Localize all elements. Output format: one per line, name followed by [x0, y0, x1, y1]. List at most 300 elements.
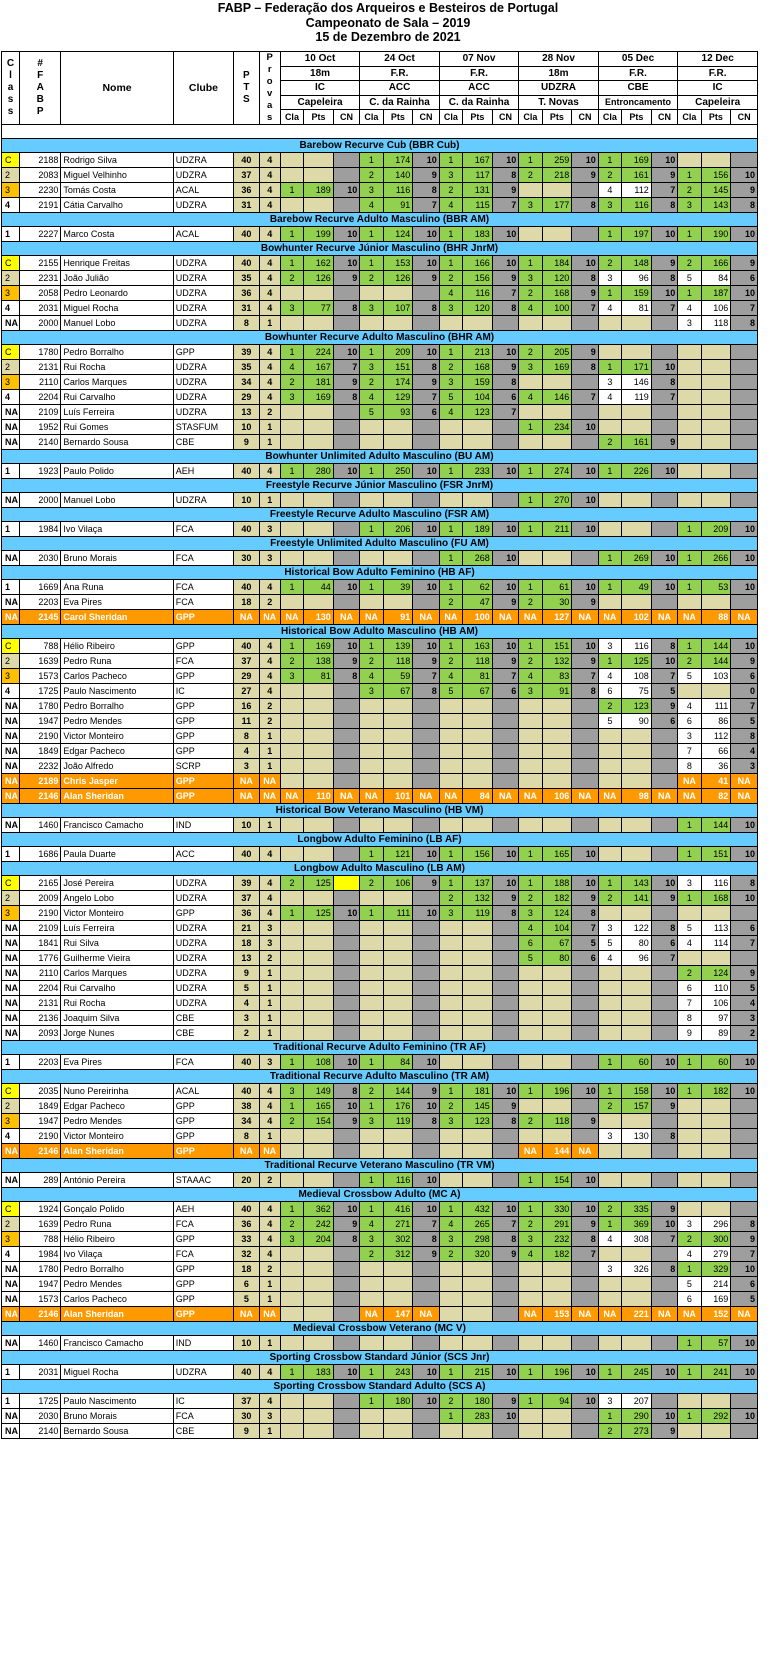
- meet-score: 116: [383, 1173, 413, 1188]
- meet-cn: 6: [413, 405, 440, 420]
- meet-rank: 1: [598, 654, 621, 669]
- meet-score: [463, 316, 493, 331]
- meet-score: [622, 316, 652, 331]
- meet-rank: [598, 1144, 621, 1159]
- club: GPP: [173, 1129, 233, 1144]
- meet-cn: 9: [413, 168, 440, 183]
- meet-cn: [731, 1144, 758, 1159]
- meet-score: 108: [622, 669, 652, 684]
- meet-score: 101: [383, 789, 413, 804]
- meet-score: 108: [304, 1055, 334, 1070]
- section-title: Sporting Crossbow Standard Adulto (SCS A): [2, 1380, 758, 1394]
- meet-cn: 8: [731, 729, 758, 744]
- classification: NA: [2, 729, 20, 744]
- meet-score: [304, 684, 334, 699]
- meet-score: 163: [463, 639, 493, 654]
- meet-score: [622, 759, 652, 774]
- meet-score: [304, 168, 334, 183]
- athlete-name: Hélio Ribeiro: [61, 1232, 173, 1247]
- meet-cn: 2: [731, 1026, 758, 1041]
- meet-score: [304, 522, 334, 537]
- meet-cn: [572, 699, 599, 714]
- meet-score: [701, 1129, 731, 1144]
- meet-rank: 2: [280, 1217, 303, 1232]
- meet-score: 89: [701, 1026, 731, 1041]
- total-points: NA: [234, 1144, 259, 1159]
- meet-score: [304, 891, 334, 906]
- meet-cn: [333, 1409, 360, 1424]
- meet-distance: 18m: [519, 66, 599, 81]
- meet-rank: [598, 906, 621, 921]
- meet-rank: [439, 1336, 462, 1351]
- meet-score: 184: [542, 256, 572, 271]
- athlete-name: Alan Sheridan: [61, 1144, 173, 1159]
- meet-cn: 7: [492, 405, 519, 420]
- meet-cn: 10: [731, 891, 758, 906]
- meet-rank: 5: [360, 405, 383, 420]
- meet-score: 156: [463, 847, 493, 862]
- meet-score: 266: [701, 551, 731, 566]
- meet-score: 174: [383, 153, 413, 168]
- meet-rank: 1: [280, 1099, 303, 1114]
- meet-score: [463, 996, 493, 1011]
- meet-cn: 9: [572, 168, 599, 183]
- meet-cn: [651, 1292, 678, 1307]
- result-row: [2, 316, 758, 331]
- meet-score: 233: [463, 464, 493, 479]
- meet-rank: 4: [678, 936, 701, 951]
- meet-rank: [280, 551, 303, 566]
- total-points: 21: [234, 921, 259, 936]
- fabp-number: 2030: [20, 1409, 61, 1424]
- meet-score: [383, 921, 413, 936]
- meet-cn: 10: [492, 639, 519, 654]
- meet-rank: [280, 493, 303, 508]
- club: GPP: [173, 699, 233, 714]
- meet-rank: 2: [439, 1394, 462, 1409]
- meet-rank: [280, 1247, 303, 1262]
- meet-rank: [678, 1114, 701, 1129]
- events-count: 4: [259, 390, 280, 405]
- events-count: 1: [259, 1336, 280, 1351]
- club: UDZRA: [173, 966, 233, 981]
- result-row: [2, 951, 758, 966]
- meet-score: [304, 420, 334, 435]
- meet-rank: 3: [439, 906, 462, 921]
- meet-cn: [651, 729, 678, 744]
- meet-score: 154: [304, 1114, 334, 1129]
- meet-cn: 9: [731, 966, 758, 981]
- meet-score: [383, 729, 413, 744]
- meet-rank: 1: [519, 639, 542, 654]
- meet-cn: [731, 360, 758, 375]
- meet-rank: [678, 390, 701, 405]
- athlete-name: Ivo Vilaça: [61, 522, 173, 537]
- meet-cn: [333, 1424, 360, 1439]
- total-points: 34: [234, 375, 259, 390]
- athlete-name: Bernardo Sousa: [61, 435, 173, 450]
- meet-rank: 2: [598, 699, 621, 714]
- meet-score: [304, 405, 334, 420]
- section-title: Barebow Recurve Adulto Masculino (BBR AM): [2, 213, 758, 227]
- meet-score: 44: [304, 580, 334, 595]
- meet-cn: 9: [731, 1232, 758, 1247]
- meet-cn: [651, 345, 678, 360]
- meet-score: 98: [622, 789, 652, 804]
- meet-place: C. da Rainha: [439, 95, 519, 110]
- section-header: [2, 862, 758, 876]
- meet-rank: 5: [519, 951, 542, 966]
- meet-cn: 10: [492, 345, 519, 360]
- events-count: 4: [259, 1217, 280, 1232]
- athlete-name: Marco Costa: [61, 227, 173, 242]
- meet-rank: [280, 1394, 303, 1409]
- meet-score: [383, 1424, 413, 1439]
- section-header: [2, 804, 758, 818]
- meet-cn: [413, 966, 440, 981]
- meet-rank: [360, 493, 383, 508]
- classification: NA: [2, 966, 20, 981]
- total-points: 27: [234, 684, 259, 699]
- meet-score: [463, 936, 493, 951]
- meet-cn: [333, 198, 360, 213]
- meet-cn: 8: [731, 198, 758, 213]
- result-row: [2, 936, 758, 951]
- fabp-number: 2031: [20, 301, 61, 316]
- meet-rank: [360, 551, 383, 566]
- meet-rank: 5: [439, 390, 462, 405]
- classification: NA: [2, 405, 20, 420]
- meet-rank: 4: [360, 198, 383, 213]
- meet-cn: 10: [572, 1394, 599, 1409]
- section-title: Bowhunter Recurve Adulto Masculino (BHR AM): [2, 331, 758, 345]
- meet-rank: 8: [678, 759, 701, 774]
- classification: 4: [2, 1129, 20, 1144]
- events-count: 4: [259, 580, 280, 595]
- classification: C: [2, 256, 20, 271]
- total-points: 37: [234, 891, 259, 906]
- meet-score: 119: [463, 906, 493, 921]
- meet-cn: [731, 435, 758, 450]
- athlete-name: Bruno Morais: [61, 1409, 173, 1424]
- meet-score: 152: [701, 1307, 731, 1322]
- total-points: 10: [234, 420, 259, 435]
- meet-rank: 1: [519, 847, 542, 862]
- meet-cn: 8: [572, 906, 599, 921]
- meet-cn: [651, 996, 678, 1011]
- club: FCA: [173, 595, 233, 610]
- result-row: [2, 183, 758, 198]
- meet-score: 226: [622, 464, 652, 479]
- meet-cn: 10: [492, 847, 519, 862]
- meet-score: 182: [701, 1084, 731, 1099]
- result-row: [2, 1099, 758, 1114]
- meet-rank: 1: [519, 493, 542, 508]
- meet-rank: 2: [598, 1424, 621, 1439]
- athlete-name: Rui Silva: [61, 936, 173, 951]
- athlete-name: Francisco Camacho: [61, 818, 173, 833]
- meet-cn: NA: [572, 610, 599, 625]
- meet-score: 119: [622, 390, 652, 405]
- meet-rank: 3: [678, 316, 701, 331]
- result-row: [2, 966, 758, 981]
- meet-rank: 2: [678, 1232, 701, 1247]
- meet-cn: [651, 906, 678, 921]
- meet-rank: 4: [598, 390, 621, 405]
- meet-score: 330: [542, 1202, 572, 1217]
- meet-cn: [333, 1173, 360, 1188]
- athlete-name: Pedro Mendes: [61, 1277, 173, 1292]
- meet-cn: [413, 1336, 440, 1351]
- meet-rank: [439, 1292, 462, 1307]
- meet-cn: [333, 951, 360, 966]
- events-count: 4: [259, 183, 280, 198]
- meet-score: [701, 951, 731, 966]
- meet-cn: 10: [413, 464, 440, 479]
- meet-cn: [413, 286, 440, 301]
- events-count: 1: [259, 435, 280, 450]
- meet-rank: [280, 1409, 303, 1424]
- club: IC: [173, 684, 233, 699]
- meet-rank: 2: [439, 891, 462, 906]
- meet-rank: 1: [598, 1217, 621, 1232]
- meet-cn: [572, 1011, 599, 1026]
- meet-rank: NA: [439, 789, 462, 804]
- meet-rank: 5: [439, 684, 462, 699]
- meet-score: 151: [701, 847, 731, 862]
- events-count: 1: [259, 818, 280, 833]
- meet-cn: [333, 1307, 360, 1322]
- classification: C: [2, 1084, 20, 1099]
- meet-cn: 10: [492, 551, 519, 566]
- classification: NA: [2, 435, 20, 450]
- meet-score: 57: [701, 1336, 731, 1351]
- club: ACC: [173, 847, 233, 862]
- meet-score: [304, 198, 334, 213]
- meet-score: [383, 1026, 413, 1041]
- athlete-name: Victor Monteiro: [61, 1129, 173, 1144]
- meet-rank: [360, 699, 383, 714]
- meet-cn: 3: [731, 1011, 758, 1026]
- meet-score: [463, 1336, 493, 1351]
- fabp-number: 289: [20, 1173, 61, 1188]
- meet-rank: [678, 1394, 701, 1409]
- meet-rank: [439, 1424, 462, 1439]
- fabp-number: 1573: [20, 669, 61, 684]
- meet-cn: 9: [413, 375, 440, 390]
- meet-score: 41: [701, 774, 731, 789]
- meet-cn: 10: [731, 847, 758, 862]
- meet-cn: 7: [413, 669, 440, 684]
- meet-rank: NA: [598, 610, 621, 625]
- meet-rank: 1: [678, 1409, 701, 1424]
- meet-score: 168: [542, 286, 572, 301]
- meet-score: 205: [542, 345, 572, 360]
- meet-cn: 10: [731, 1365, 758, 1380]
- meet-rank: [280, 891, 303, 906]
- meet-rank: 1: [598, 1084, 621, 1099]
- meet-cn: 7: [492, 198, 519, 213]
- club: FCA: [173, 580, 233, 595]
- meet-cn: 10: [333, 256, 360, 271]
- meet-rank: 3: [439, 375, 462, 390]
- events-count: 4: [259, 271, 280, 286]
- classification: NA: [2, 1336, 20, 1351]
- athlete-name: Pedro Mendes: [61, 1114, 173, 1129]
- meet-cn: [413, 595, 440, 610]
- total-points: 18: [234, 595, 259, 610]
- events-count: 4: [259, 1365, 280, 1380]
- meet-score: 245: [622, 1365, 652, 1380]
- meet-score: [383, 316, 413, 331]
- total-points: 40: [234, 1084, 259, 1099]
- meet-score: 174: [383, 375, 413, 390]
- fabp-number: 2227: [20, 227, 61, 242]
- meet-score: [622, 818, 652, 833]
- meet-cn: NA: [492, 789, 519, 804]
- meet-rank: [280, 435, 303, 450]
- result-row: [2, 1011, 758, 1026]
- meet-score: 91: [383, 198, 413, 213]
- meet-score: 77: [304, 301, 334, 316]
- total-points: 30: [234, 1409, 259, 1424]
- meet-rank: [678, 493, 701, 508]
- club: GPP: [173, 639, 233, 654]
- meet-score: [383, 936, 413, 951]
- meet-cn: NA: [731, 1307, 758, 1322]
- meet-rank: 1: [678, 847, 701, 862]
- result-row: [2, 1365, 758, 1380]
- meet-cn: 10: [413, 345, 440, 360]
- meet-rank: 1: [439, 551, 462, 566]
- meet-rank: 1: [280, 464, 303, 479]
- meet-score: [701, 345, 731, 360]
- meet-score: 123: [622, 699, 652, 714]
- club: UDZRA: [173, 168, 233, 183]
- meet-rank: 1: [360, 1173, 383, 1188]
- meet-score: [701, 684, 731, 699]
- meet-cn: 10: [731, 227, 758, 242]
- meet-rank: NA: [360, 789, 383, 804]
- meet-score: [383, 1262, 413, 1277]
- fabp-number: 2203: [20, 1055, 61, 1070]
- meet-rank: 2: [598, 1202, 621, 1217]
- meet-rank: 3: [439, 1114, 462, 1129]
- meet-score: [622, 345, 652, 360]
- club: FCA: [173, 551, 233, 566]
- meet-rank: [519, 729, 542, 744]
- meet-score: [463, 1262, 493, 1277]
- meet-rank: 4: [519, 301, 542, 316]
- athlete-name: José Pereira: [61, 876, 173, 891]
- classification: 3: [2, 1232, 20, 1247]
- meet-score: [622, 1336, 652, 1351]
- total-points: 29: [234, 669, 259, 684]
- meet-cn: [413, 729, 440, 744]
- club: UDZRA: [173, 936, 233, 951]
- meet-score: 209: [383, 345, 413, 360]
- meet-cn: [492, 1277, 519, 1292]
- meet-cn: [333, 435, 360, 450]
- meet-cn: [651, 1247, 678, 1262]
- meet-rank: 1: [519, 876, 542, 891]
- result-row: [2, 774, 758, 789]
- fabp-number: 1725: [20, 684, 61, 699]
- meet-score: [304, 595, 334, 610]
- meet-score: [701, 1114, 731, 1129]
- meet-score: 329: [701, 1262, 731, 1277]
- meet-cn: [492, 1307, 519, 1322]
- meet-rank: 6: [678, 714, 701, 729]
- meet-cn: [572, 1336, 599, 1351]
- meet-score: [304, 1292, 334, 1307]
- meet-cn: 9: [492, 654, 519, 669]
- meet-rank: 6: [678, 981, 701, 996]
- meet-cn: 7: [572, 1247, 599, 1262]
- meet-score: [383, 286, 413, 301]
- club: UDZRA: [173, 301, 233, 316]
- fabp-number: 1984: [20, 522, 61, 537]
- total-points: NA: [234, 610, 259, 625]
- total-points: NA: [234, 774, 259, 789]
- meet-cn: [333, 847, 360, 862]
- meet-score: [542, 759, 572, 774]
- meet-score: 124: [542, 906, 572, 921]
- meet-cn: 6: [731, 271, 758, 286]
- meet-cn: 10: [492, 227, 519, 242]
- meet-cn: [572, 1409, 599, 1424]
- meet-rank: 3: [598, 375, 621, 390]
- meet-rank: 1: [598, 1055, 621, 1070]
- meet-rank: 2: [519, 891, 542, 906]
- classification: NA: [2, 744, 20, 759]
- meet-score: 259: [542, 153, 572, 168]
- club: AEH: [173, 464, 233, 479]
- meet-score: [622, 1277, 652, 1292]
- meet-rank: [360, 981, 383, 996]
- meet-cn: [413, 818, 440, 833]
- classification: 1: [2, 464, 20, 479]
- meet-rank: 1: [439, 876, 462, 891]
- header-row: [2, 52, 758, 67]
- meet-cn: 10: [572, 153, 599, 168]
- meet-cn: [651, 493, 678, 508]
- meet-cn: [413, 1277, 440, 1292]
- events-count: NA: [259, 1144, 280, 1159]
- meet-rank: 1: [439, 153, 462, 168]
- result-row: [2, 876, 758, 891]
- meet-score: 369: [622, 1217, 652, 1232]
- meet-score: [304, 1129, 334, 1144]
- meet-score: [383, 951, 413, 966]
- meet-score: 187: [701, 286, 731, 301]
- meet-cn: 7: [492, 286, 519, 301]
- meet-cn: 9: [572, 654, 599, 669]
- meet-score: 168: [701, 891, 731, 906]
- meet-rank: [519, 316, 542, 331]
- meet-cn: [492, 1026, 519, 1041]
- section-header: [2, 1041, 758, 1055]
- meet-score: [383, 420, 413, 435]
- result-row: [2, 256, 758, 271]
- meet-score: [701, 153, 731, 168]
- meet-rank: 3: [519, 271, 542, 286]
- meet-score: 116: [701, 876, 731, 891]
- events-count: 1: [259, 316, 280, 331]
- meet-rank: [598, 405, 621, 420]
- total-points: 9: [234, 435, 259, 450]
- meet-score: [304, 774, 334, 789]
